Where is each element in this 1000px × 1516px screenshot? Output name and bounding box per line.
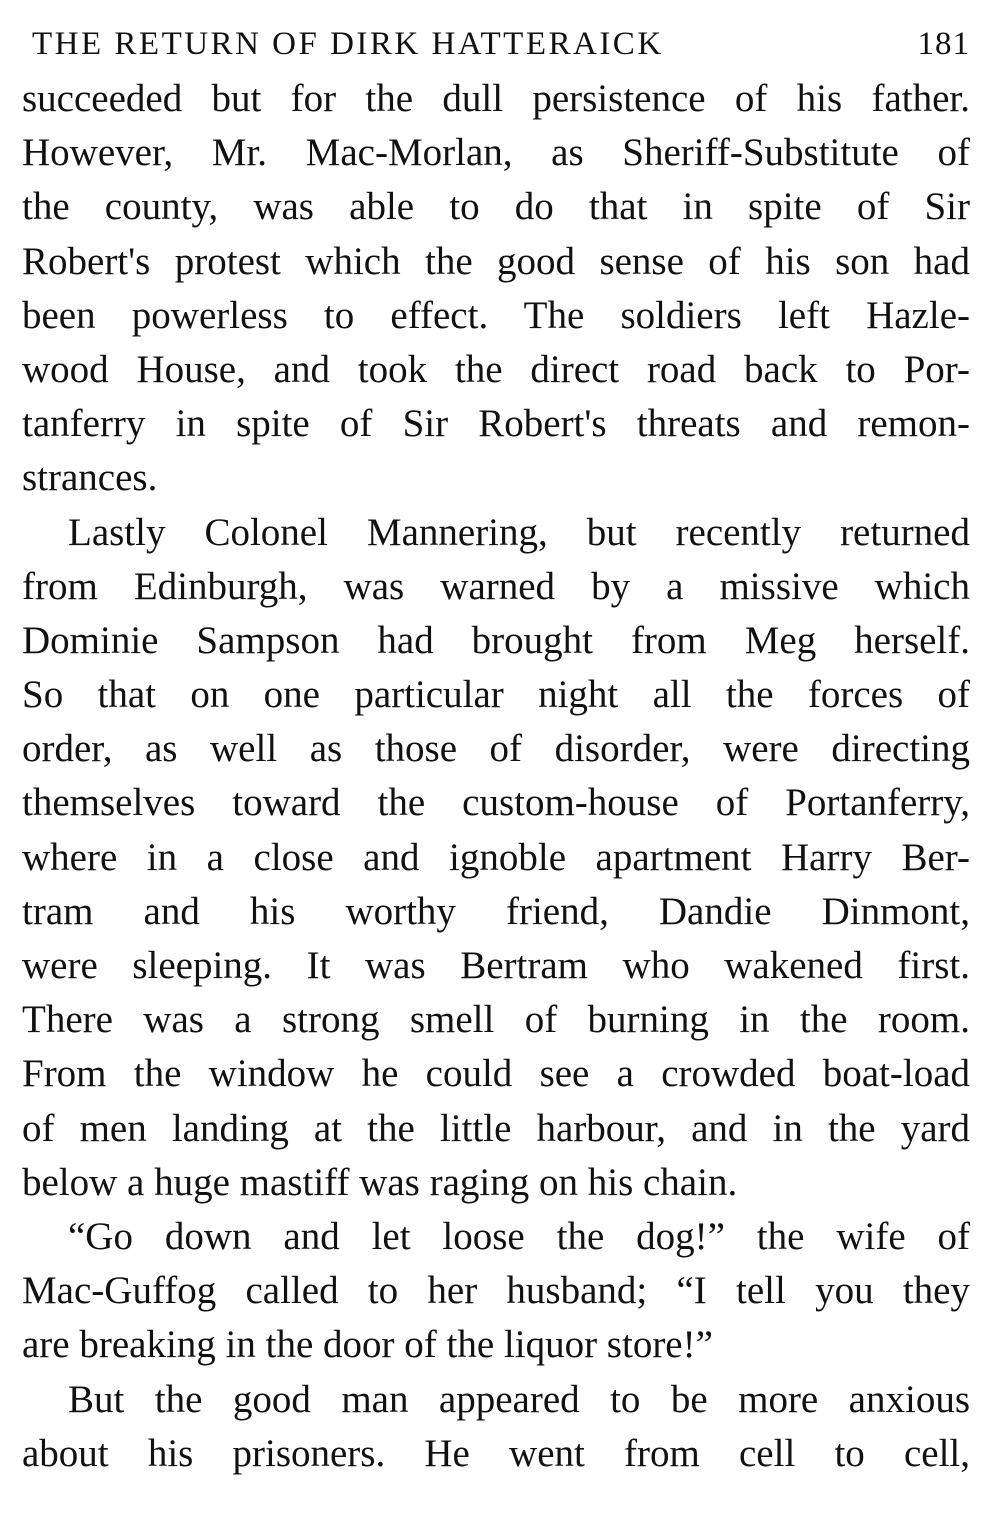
- running-header: [22, 18, 970, 70]
- text-line: of men landing at the little harbour, and in the yard: [22, 1106, 970, 1150]
- text-line: Mac-Guffog called to her husband; “I tell you they: [22, 1269, 970, 1313]
- text-line: Lastly Colonel Mannering, but recently returned: [68, 510, 970, 554]
- text-line: about his prisoners. He went from cell to cell,: [22, 1431, 970, 1475]
- paragraph: [22, 506, 970, 1210]
- body-text: [22, 72, 970, 1481]
- text-line: where in a close and ignoble apartment Harry Ber-: [22, 835, 970, 879]
- text-line: Dominie Sampson had brought from Meg herself.: [22, 618, 970, 662]
- text-line: There was a strong smell of burning in the room.: [22, 998, 970, 1042]
- text-line: tram and his worthy friend, Dandie Dinmont,: [22, 889, 970, 933]
- text-line: been powerless to effect. The soldiers left Hazle-: [22, 293, 970, 337]
- text-line: succeeded but for the dull persistence of his father.: [22, 77, 970, 120]
- text-line: the county, was able to do that in spite of Sir: [22, 185, 970, 229]
- paragraph: [22, 72, 970, 506]
- text-line: However, Mr. Mac-Morlan, as Sheriff-Substitute of: [22, 131, 970, 175]
- text-line: wood House, and took the direct road back to Por-: [22, 347, 970, 391]
- text-line: are breaking in the door of the liquor store!”: [22, 1323, 713, 1367]
- text-line: themselves toward the custom-house of Portanferry,: [22, 781, 970, 825]
- text-line: were sleeping. It was Bertram who wakened first.: [22, 944, 970, 987]
- book-page: [22, 18, 970, 1481]
- text-line: strances.: [22, 456, 158, 500]
- paragraph: [22, 1210, 970, 1373]
- text-line: order, as well as those of disorder, were directing: [22, 727, 970, 771]
- running-title: THE RETURN OF DIRK HATTERAICK: [32, 26, 664, 62]
- text-line: Robert's protest which the good sense of his son had: [22, 239, 970, 283]
- text-line: But the good man appeared to be more anxious: [68, 1377, 970, 1421]
- paragraph: [22, 1373, 970, 1481]
- text-line: So that on one particular night all the forces of: [22, 673, 970, 717]
- page-number: 181: [917, 26, 970, 62]
- text-line: from Edinburgh, was warned by a missive which: [22, 564, 970, 608]
- text-line: below a huge mastiff was raging on his chain.: [22, 1160, 738, 1204]
- text-line: “Go down and let loose the dog!” the wife of: [68, 1214, 970, 1258]
- text-line: tanferry in spite of Sir Robert's threats and remon-: [22, 402, 970, 446]
- text-line: From the window he could see a crowded boat-load: [22, 1052, 970, 1096]
